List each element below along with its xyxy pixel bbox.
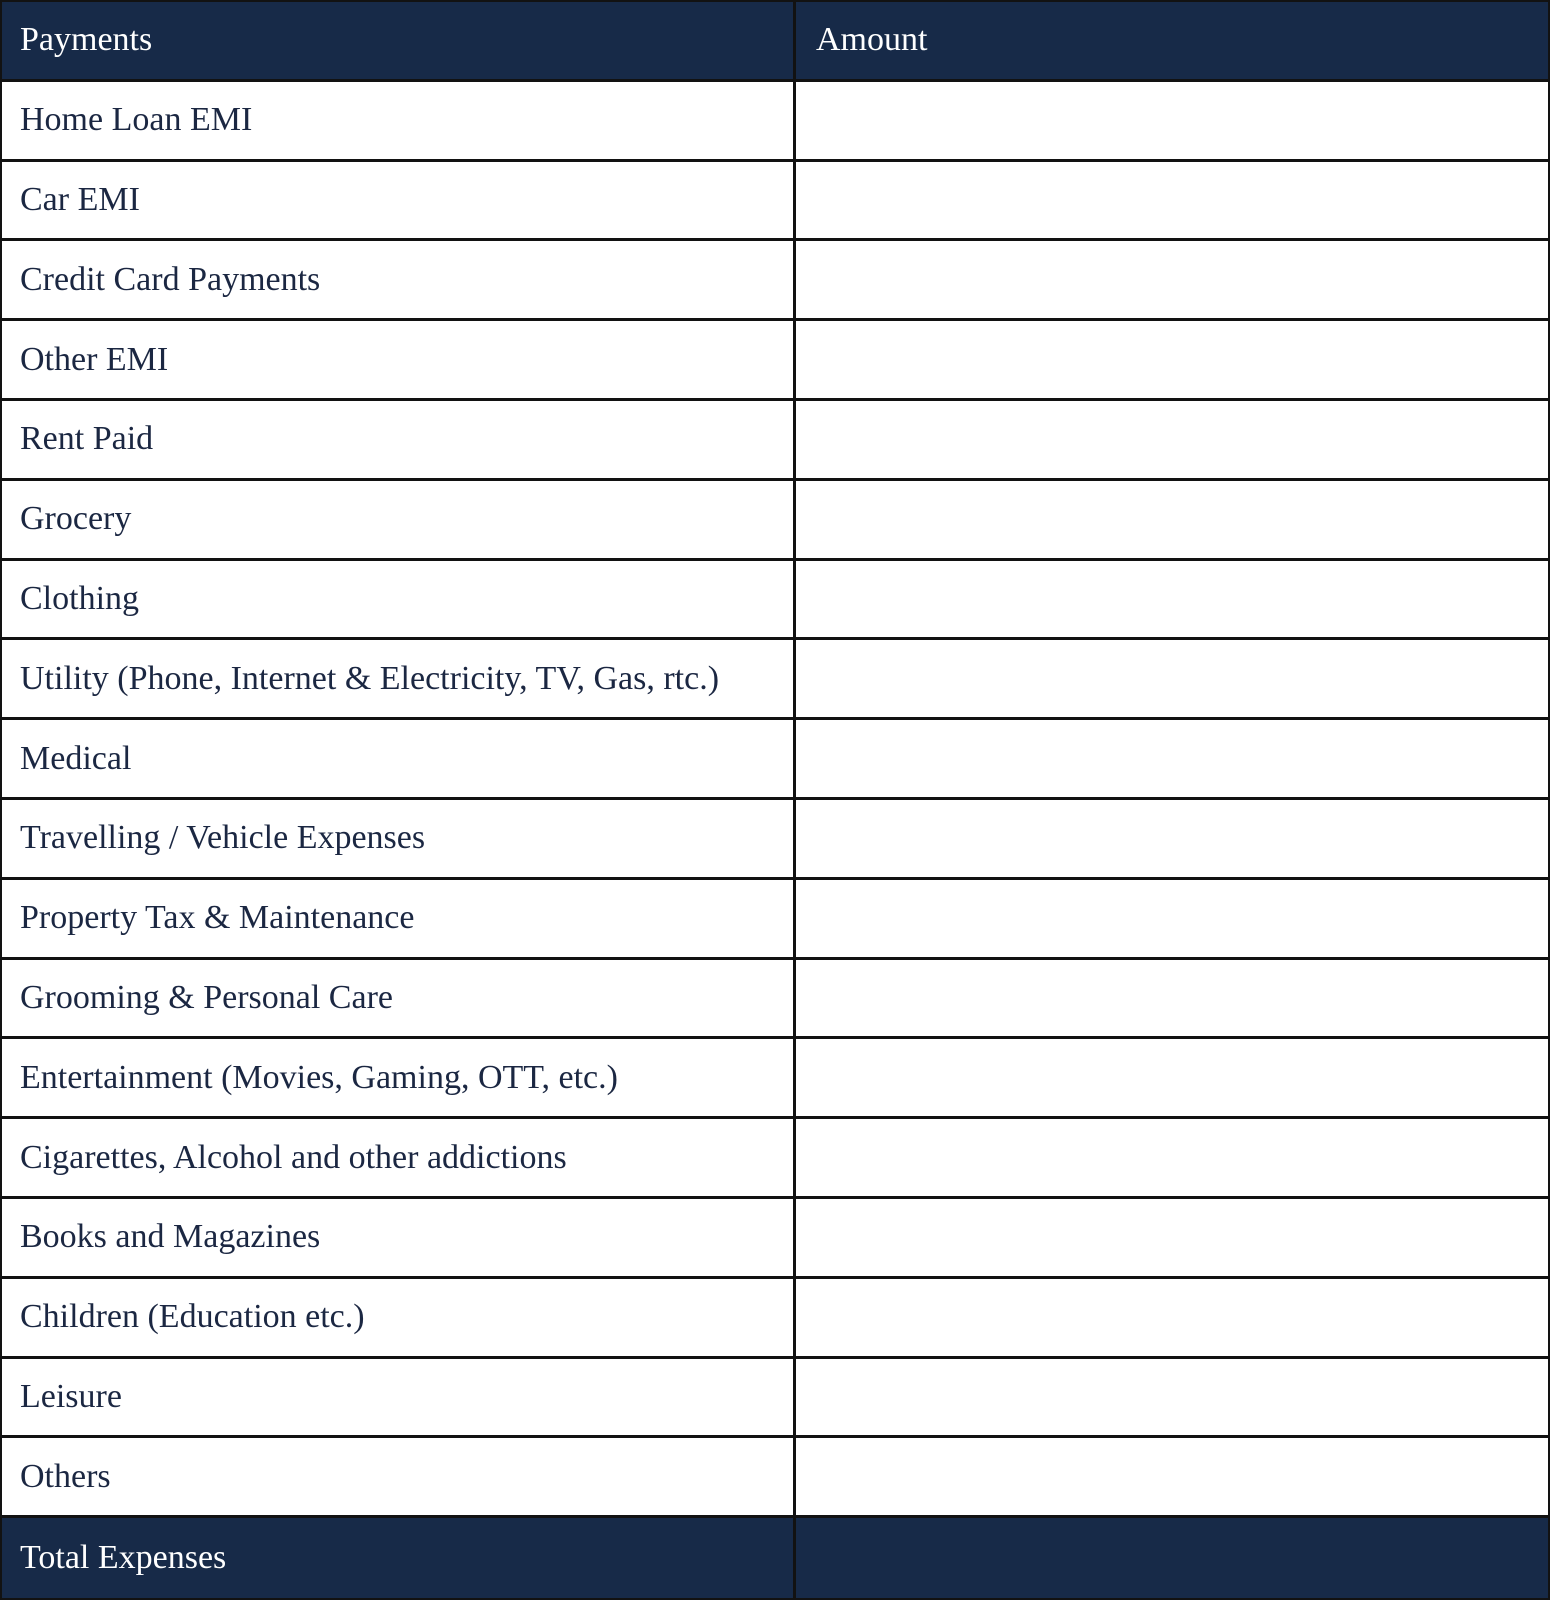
row-amount[interactable] [796, 800, 1548, 880]
row-amount[interactable] [796, 162, 1548, 242]
row-label: Grooming & Personal Care [2, 960, 796, 1040]
total-amount[interactable] [796, 1518, 1548, 1598]
total-label: Total Expenses [2, 1518, 796, 1598]
row-label: Car EMI [2, 162, 796, 242]
row-label: Children (Education etc.) [2, 1279, 796, 1359]
row-label: Other EMI [2, 321, 796, 401]
row-amount[interactable] [796, 1279, 1548, 1359]
row-label: Books and Magazines [2, 1199, 796, 1279]
row-label: Leisure [2, 1359, 796, 1439]
row-amount[interactable] [796, 640, 1548, 720]
row-amount[interactable] [796, 82, 1548, 162]
row-label: Medical [2, 720, 796, 800]
row-label: Rent Paid [2, 401, 796, 481]
row-label: Clothing [2, 561, 796, 641]
row-amount[interactable] [796, 561, 1548, 641]
row-label: Others [2, 1438, 796, 1518]
row-label: Travelling / Vehicle Expenses [2, 800, 796, 880]
row-label: Entertainment (Movies, Gaming, OTT, etc.) [2, 1039, 796, 1119]
row-label: Utility (Phone, Internet & Electricity, TV, Gas, rtc.) [2, 640, 796, 720]
row-amount[interactable] [796, 1119, 1548, 1199]
header-amount: Amount [796, 2, 1548, 82]
row-amount[interactable] [796, 1199, 1548, 1279]
row-amount[interactable] [796, 241, 1548, 321]
row-amount[interactable] [796, 960, 1548, 1040]
header-payments: Payments [2, 2, 796, 82]
row-label: Grocery [2, 481, 796, 561]
row-amount[interactable] [796, 401, 1548, 481]
row-amount[interactable] [796, 1359, 1548, 1439]
row-amount[interactable] [796, 1438, 1548, 1518]
row-amount[interactable] [796, 720, 1548, 800]
row-label: Home Loan EMI [2, 82, 796, 162]
row-amount[interactable] [796, 321, 1548, 401]
row-amount[interactable] [796, 481, 1548, 561]
row-amount[interactable] [796, 1039, 1548, 1119]
row-label: Credit Card Payments [2, 241, 796, 321]
row-amount[interactable] [796, 880, 1548, 960]
row-label: Cigarettes, Alcohol and other addictions [2, 1119, 796, 1199]
row-label: Property Tax & Maintenance [2, 880, 796, 960]
